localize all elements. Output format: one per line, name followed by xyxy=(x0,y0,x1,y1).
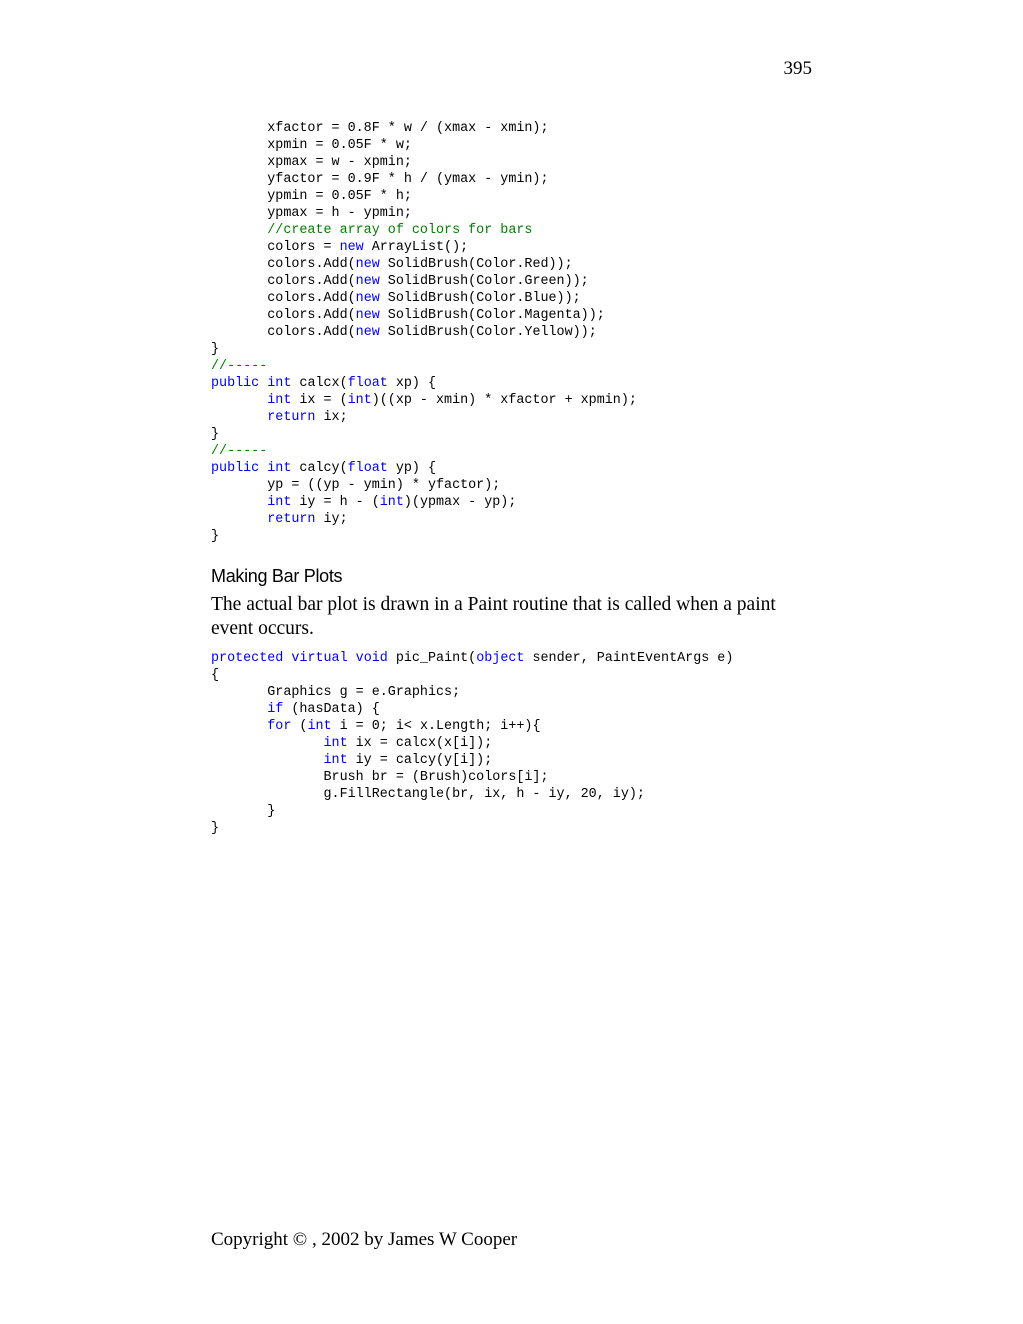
code-text: ypmax = h - ypmin; xyxy=(211,206,412,221)
code-text: } xyxy=(211,342,220,357)
code-keyword: object xyxy=(476,651,525,666)
code-keyword: for xyxy=(267,719,292,734)
code-line xyxy=(211,239,637,256)
code-text: colors.Add( xyxy=(211,274,356,289)
code-line xyxy=(211,650,733,667)
code-line xyxy=(211,511,637,528)
code-text: g.FillRectangle(br, ix, h - iy, 20, iy); xyxy=(211,787,645,802)
code-keyword: public xyxy=(211,461,260,476)
code-text: ypmin = 0.05F * h; xyxy=(211,189,412,204)
code-line xyxy=(211,256,637,273)
code-keyword: new xyxy=(355,291,380,306)
code-text: SolidBrush(Color.Magenta)); xyxy=(379,308,605,323)
code-text: yfactor = 0.9F * h / (ymax - ymin); xyxy=(211,172,549,187)
code-text: iy = h - ( xyxy=(291,495,380,510)
code-text xyxy=(211,753,324,768)
code-line xyxy=(211,392,637,409)
code-text xyxy=(211,719,267,734)
code-line xyxy=(211,820,733,837)
code-line xyxy=(211,273,637,290)
code-keyword: float xyxy=(347,461,388,476)
code-keyword: float xyxy=(347,376,388,391)
code-text: iy = calcy(y[i]); xyxy=(347,753,493,768)
code-text: xpmax = w - xpmin; xyxy=(211,155,412,170)
code-text: colors.Add( xyxy=(211,291,356,306)
code-line xyxy=(211,684,733,701)
code-line xyxy=(211,307,637,324)
code-text xyxy=(211,410,267,425)
code-line xyxy=(211,803,733,820)
code-keyword: void xyxy=(355,651,388,666)
code-line xyxy=(211,375,637,392)
code-keyword: return xyxy=(267,410,316,425)
code-line xyxy=(211,494,637,511)
code-text: ix = calcx(x[i]); xyxy=(347,736,493,751)
code-comment: //create array of colors for bars xyxy=(267,223,533,238)
code-line xyxy=(211,409,637,426)
code-line xyxy=(211,324,637,341)
code-text xyxy=(211,223,267,238)
code-text: calcy( xyxy=(291,461,348,476)
code-text: colors = xyxy=(211,240,340,255)
code-text xyxy=(211,512,267,527)
code-text: Brush br = (Brush)colors[i]; xyxy=(211,770,549,785)
code-line xyxy=(211,460,637,477)
code-keyword: int xyxy=(323,753,348,768)
code-comment: //----- xyxy=(211,444,268,459)
code-line xyxy=(211,137,637,154)
code-keyword: int xyxy=(267,376,292,391)
code-keyword: int xyxy=(307,719,332,734)
code-text xyxy=(348,651,356,666)
code-keyword: int xyxy=(347,393,372,408)
code-line xyxy=(211,290,637,307)
code-line xyxy=(211,188,637,205)
copyright-footer: Copyright © , 2002 by James W Cooper xyxy=(211,1229,518,1250)
code-line xyxy=(211,477,637,494)
section-heading: Making Bar Plots xyxy=(211,566,343,586)
code-line xyxy=(211,769,733,786)
code-keyword: int xyxy=(267,495,292,510)
code-text: Graphics g = e.Graphics; xyxy=(211,685,461,700)
body-paragraph: The actual bar plot is drawn in a Paint routine that is called when a paint event occurs. xyxy=(211,594,776,639)
code-line xyxy=(211,752,733,769)
code-text: sender, PaintEventArgs e) xyxy=(524,651,734,666)
code-line xyxy=(211,358,637,375)
code-keyword: protected xyxy=(211,651,284,666)
code-keyword: int xyxy=(323,736,348,751)
code-keyword: int xyxy=(267,461,292,476)
code-line xyxy=(211,222,637,239)
code-text xyxy=(211,393,267,408)
code-line xyxy=(211,443,637,460)
code-line xyxy=(211,786,733,803)
code-keyword: new xyxy=(355,325,380,340)
code-text: SolidBrush(Color.Blue)); xyxy=(379,291,581,306)
code-text: } xyxy=(211,821,220,836)
code-text: (hasData) { xyxy=(283,702,380,717)
code-text: )((xp - xmin) * xfactor + xpmin); xyxy=(371,393,637,408)
code-line xyxy=(211,528,637,545)
code-text: i = 0; i< x.Length; i++){ xyxy=(331,719,541,734)
code-line xyxy=(211,667,733,684)
code-text: xfactor = 0.8F * w / (xmax - xmin); xyxy=(211,121,549,136)
code-text: colors.Add( xyxy=(211,308,356,323)
code-line xyxy=(211,120,637,137)
code-keyword: int xyxy=(379,495,404,510)
code-text: xpmin = 0.05F * w; xyxy=(211,138,412,153)
code-text: ArrayList(); xyxy=(363,240,469,255)
code-line xyxy=(211,171,637,188)
code-keyword: new xyxy=(355,257,380,272)
code-text: } xyxy=(211,529,220,544)
code-text: calcx( xyxy=(291,376,348,391)
code-keyword: public xyxy=(211,376,260,391)
code-line xyxy=(211,154,637,171)
code-keyword: int xyxy=(267,393,292,408)
code-line xyxy=(211,701,733,718)
code-text: yp = ((yp - ymin) * yfactor); xyxy=(211,478,501,493)
code-text: )(ypmax - yp); xyxy=(403,495,517,510)
code-text xyxy=(211,495,267,510)
code-text: ix; xyxy=(315,410,348,425)
code-line xyxy=(211,718,733,735)
code-keyword: new xyxy=(339,240,364,255)
code-comment: //----- xyxy=(211,359,268,374)
code-text: iy; xyxy=(315,512,348,527)
code-text xyxy=(211,702,267,717)
code-text xyxy=(211,736,324,751)
code-text: SolidBrush(Color.Yellow)); xyxy=(379,325,597,340)
code-text: SolidBrush(Color.Green)); xyxy=(379,274,589,289)
code-text: ix = ( xyxy=(291,393,348,408)
code-line xyxy=(211,341,637,358)
code-text: } xyxy=(211,804,276,819)
code-block-paint-routine xyxy=(211,650,733,837)
code-keyword: if xyxy=(267,702,284,717)
code-block-calc-functions xyxy=(211,120,637,545)
page-number: 395 xyxy=(783,58,812,79)
code-text: yp) { xyxy=(387,461,437,476)
code-text: xp) { xyxy=(387,376,437,391)
code-text: colors.Add( xyxy=(211,325,356,340)
code-keyword: new xyxy=(355,308,380,323)
code-text: } xyxy=(211,427,220,442)
code-text: ( xyxy=(291,719,308,734)
code-text: pic_Paint( xyxy=(387,651,477,666)
code-text: { xyxy=(211,668,220,683)
code-line xyxy=(211,205,637,222)
code-keyword: new xyxy=(355,274,380,289)
code-keyword: return xyxy=(267,512,316,527)
code-line xyxy=(211,735,733,752)
code-line xyxy=(211,426,637,443)
code-text: colors.Add( xyxy=(211,257,356,272)
code-text: SolidBrush(Color.Red)); xyxy=(379,257,573,272)
code-keyword: virtual xyxy=(291,651,348,666)
